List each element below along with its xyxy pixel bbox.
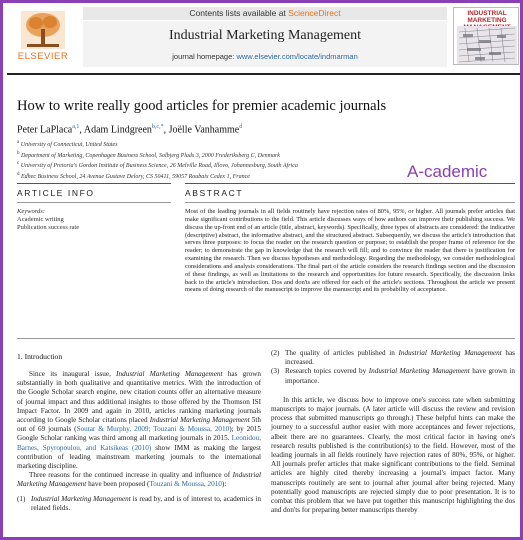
journal-header xyxy=(7,7,520,69)
affiliation-text: Edhec Business School, 24 Avenue Gustave Delory, CS 50411, 59057 Roubaix Cedex 1, France xyxy=(21,173,250,180)
abstract-under-rule xyxy=(185,202,515,203)
author-name[interactable]: Joëlle Vanhamme xyxy=(168,124,240,136)
list-item xyxy=(17,495,261,513)
cover-art-icon xyxy=(457,26,517,64)
journal-title-box xyxy=(83,21,447,67)
contents-prefix: Contents lists available at xyxy=(189,8,289,18)
elsevier-logo xyxy=(11,11,75,63)
affiliation-list xyxy=(17,139,397,181)
affiliation xyxy=(17,160,397,171)
journal-homepage xyxy=(83,52,447,61)
list-item xyxy=(271,349,515,367)
affiliation-mark: d xyxy=(17,171,20,177)
affiliation xyxy=(17,150,397,161)
article-info-under-rule xyxy=(17,202,171,203)
list-number: (2) xyxy=(271,349,280,357)
list-number: (1) xyxy=(17,494,26,503)
abstract-heading: ABSTRACT xyxy=(185,188,244,198)
homepage-prefix: journal homepage: xyxy=(172,52,237,61)
section-heading-introduction: 1. Introduction xyxy=(17,352,63,361)
cover-title: INDUSTRIAL MARKETING xyxy=(467,10,507,24)
affiliation-text: Department of Marketing, Copenhagen Business School, Solbjerg Plads 3, 2000 Frederiksberg C, Denmark xyxy=(21,152,280,159)
affiliation-mark: a xyxy=(17,140,20,145)
affiliation-text: University of Pretoria's Gordon Institute of Business Science, 26 Melville Road, Illovo, Johannesburg, South Africa xyxy=(20,163,298,170)
author-list xyxy=(17,124,242,135)
elsevier-tree-icon xyxy=(21,11,65,49)
list-text: Industrial Marketing Management is read by, and is of interest to, academics in related fields. xyxy=(31,494,261,512)
list-number: (3) xyxy=(271,367,280,376)
intro-paragraph: Since its inaugural issue, Industrial Marketing Management has grown substantially in both qualitative and quantitative metrics. With the introduction of the Google Scholar search engine, new citation counts offer an alternative measure of journal impact and thus additional insights to those offered by the Thomson ISI Impact Factor. In 2009 and again in 2010, articles ranking marketing journals according to Google Scholar citations placed Industrial Marketing Management 5th out of 69 journals (Soutar & Murphy, 2009; Touzani & Moussa, 2010); by 2015 Google Scholar ranking was third among all marketing journals in 2015. Leonidou, Barnes, Spyropoulou, and Katsikeas (2010) show IMM as making the largest contribution of leading mainstream marketing journals to the international marketing discipline. xyxy=(17,370,261,471)
affiliation-mark: b xyxy=(17,150,20,156)
keyword-item[interactable]: Publication success rate xyxy=(17,224,80,231)
author-marks[interactable]: b,c,* xyxy=(151,124,164,130)
list-text: The quality of articles published in Industrial Marketing Management has increased. xyxy=(285,349,515,367)
article-title: How to write really good articles for premier academic journals xyxy=(17,98,387,114)
keywords-label: Keywords: xyxy=(17,208,45,215)
homepage-link[interactable]: www.elsevier.com/locate/indmarman xyxy=(236,52,358,61)
intro-paragraph: Three reasons for the continued increase in quality and influence of Industrial Marketing Management have been proposed (Touzani & Moussa, 2010): xyxy=(17,471,261,489)
sciencedirect-link[interactable]: ScienceDirect xyxy=(288,8,341,18)
author-name[interactable]: Adam Lindgreen xyxy=(83,124,152,136)
body-right-column xyxy=(271,349,515,515)
body-left-column xyxy=(17,370,261,513)
list-item xyxy=(271,367,515,385)
affiliation xyxy=(17,171,397,182)
abstract-top-rule xyxy=(185,183,515,184)
author-name[interactable]: Peter LaPlaca xyxy=(17,124,73,136)
author-marks[interactable]: d xyxy=(239,124,243,130)
contents-bar xyxy=(83,7,447,20)
article-info-heading: ARTICLE INFO xyxy=(17,188,95,198)
journal-title: Industrial Marketing Management xyxy=(168,28,362,43)
affiliation-text: University of Connecticut, United States xyxy=(20,142,118,148)
affiliation-mark: c xyxy=(17,161,20,167)
keyword-item[interactable]: Academic writing xyxy=(17,216,64,223)
citation-link[interactable]: Leonidou, Barnes, Spyropoulou, and Katsikeas (2010) xyxy=(17,434,261,452)
abstract-text: Most of the leading journals in all fields routinely have rejection rates of 80%, 95%, or higher. All journals prefer articles that make significant contributions to the field. This article discusses ways of how authors can improve their publishing success. We discuss the up-front end of an article (title, abstract, keywords). Specifically, three types of abstracts are considered: the indicative (descriptive) abstract, the informative abstract, and the structured abstract. Subsequently, we discuss the article's introduction that serves three purposes: to focus the reader on the research question or purpose; to establish the proper frame of reference for the reader; to demonstrate the gap in knowledge that the research will fill; and to convince the reader that there is justification for examining the research. Then we discuss hypotheses and methodology. Regarding the methodology, we consider methodological considerations and analysis considerations. The final part of the article considers the research findings section and the discussion of these findings, as well as limitations to the research and opportunities for future research. Specifically, the discussion links back to the article's introduction. Dos and don'ts are offered for each of the article's sections. Throughout the article we present means of doing research of the manuscript to improve the manuscript and its probability of acceptance. xyxy=(185,208,515,294)
citation-link[interactable]: Soutar & Murphy, 2009; Touzani & Moussa, 2010 xyxy=(76,425,230,434)
citation-link[interactable]: Touzani & Moussa, 2010 xyxy=(149,480,222,489)
body-paragraph: In this article, we discuss how to improve one's success rate when submitting manuscripts to major journals. (A later article will discuss the review and revision process that submitted manuscripts go through.) These helpful hints can make the journey to a successful author easier with more acceptances and fewer rejections, albeit there are no guarantees. Clearly, the most critical factor in having one's research results published is the contribution(s) to the field. However, most of the leading journals in all fields routinely have rejection rates of 80%, 95%, or higher. All journals prefer articles that make significant contributions to the field. Seminal articles are highly cited thereby increasing a journal's impact factor. Many manuscripts routinely are sent to journal after journal after being rejected. Many potentially good manuscripts are rejected simply due to poor presentation. It is to combat this problem that we have put together this manuscript highlighting the dos and don'ts for preparing better manuscripts thereby xyxy=(271,395,515,515)
author-separator: , xyxy=(79,124,84,136)
author-separator: , xyxy=(163,124,169,136)
list-text: Research topics covered by Industrial Marketing Management have grown in importance. xyxy=(285,367,515,385)
header-rule xyxy=(7,73,520,75)
article-info-top-rule xyxy=(17,183,171,184)
abstract-bottom-rule xyxy=(17,338,515,339)
journal-cover xyxy=(453,7,519,65)
author-marks[interactable]: a,1 xyxy=(72,124,80,130)
affiliation xyxy=(17,139,397,150)
annotation-label: A-cademic xyxy=(407,162,488,181)
elsevier-wordmark: ELSEVIER xyxy=(17,51,69,62)
